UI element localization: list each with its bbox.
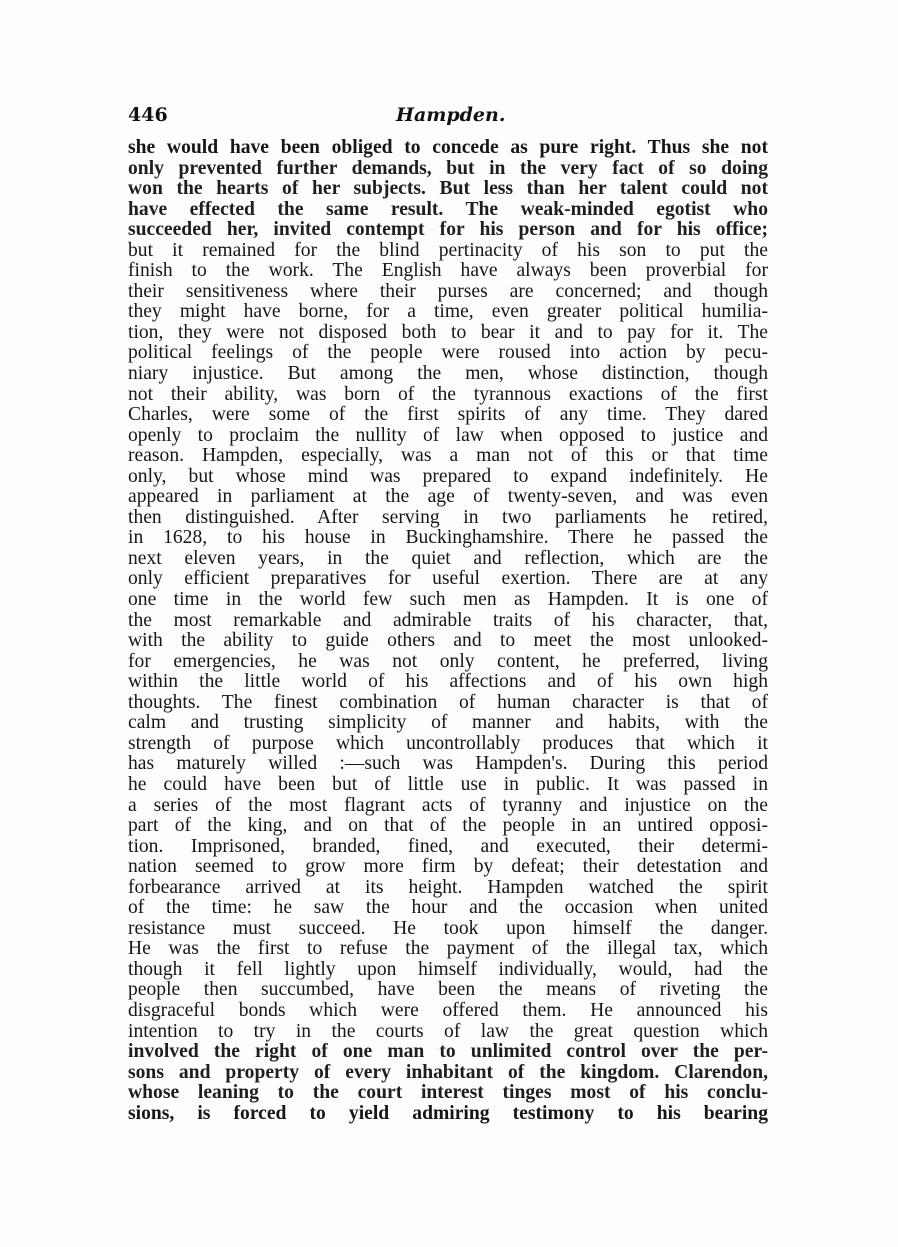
text-line: won the hearts of her subjects. But less than her talent could not (128, 179, 768, 200)
text-line: people then succumbed, have been the means of riveting the (128, 980, 768, 1001)
text-line: intention to try in the courts of law the great question which (128, 1021, 768, 1042)
text-line: he could have been but of little use in public. It was passed in (128, 774, 768, 795)
page-number: 446 (128, 104, 168, 126)
text-line: finish to the work. The English have always been proverbial for (128, 261, 768, 282)
text-line: thoughts. The finest combination of human character is that of (128, 692, 768, 713)
text-line: appeared in parliament at the age of twenty-seven, and was even (128, 487, 768, 508)
text-line: have effected the same result. The weak-minded egotist who (128, 199, 768, 220)
text-line: part of the king, and on that of the people in an untired opposi- (128, 816, 768, 837)
text-line: but it remained for the blind pertinacity of his son to put the (128, 240, 768, 261)
text-line: a series of the most flagrant acts of tyranny and injustice on the (128, 795, 768, 816)
text-line: their sensitiveness where their purses are concerned; and though (128, 281, 768, 302)
text-line: only prevented further demands, but in the very fact of so doing (128, 158, 768, 179)
text-line: not their ability, was born of the tyrannous exactions of the first (128, 384, 768, 405)
running-title: Hampden. (396, 104, 506, 126)
text-line: nation seemed to grow more firm by defeat; their detestation and (128, 857, 768, 878)
text-line: for emergencies, he was not only content, he preferred, living (128, 651, 768, 672)
text-line: whose leaning to the court interest tinges most of his conclu- (128, 1083, 768, 1104)
text-line: in 1628, to his house in Buckinghamshire. There he passed the (128, 528, 768, 549)
text-line: within the little world of his affections and of his own high (128, 672, 768, 693)
text-line: Charles, were some of the first spirits of any time. They dared (128, 405, 768, 426)
text-line: reason. Hampden, especially, was a man not of this or that time (128, 446, 768, 467)
text-line: sions, is forced to yield admiring testimony to his bearing (128, 1103, 768, 1124)
text-line: next eleven years, in the quiet and reflection, which are the (128, 548, 768, 569)
text-line: sons and property of every inhabitant of the kingdom. Clarendon, (128, 1062, 768, 1083)
text-line: tion. Imprisoned, branded, fined, and executed, their determi- (128, 836, 768, 857)
text-line: political feelings of the people were roused into action by pecu- (128, 343, 768, 364)
text-line: has maturely willed :—such was Hampden's. During this period (128, 754, 768, 775)
text-line: only, but whose mind was prepared to expand indefinitely. He (128, 466, 768, 487)
text-line: of the time: he saw the hour and the occasion when united (128, 898, 768, 919)
text-line: disgraceful bonds which were offered them. He announced his (128, 1000, 768, 1021)
text-line: though it fell lightly upon himself individually, would, had the (128, 959, 768, 980)
text-line: succeeded her, invited contempt for his person and for his office; (128, 220, 768, 241)
body-text (128, 138, 768, 1124)
text-line: the most remarkable and admirable traits of his character, that, (128, 610, 768, 631)
text-line: she would have been obliged to concede as pure right. Thus she not (128, 138, 768, 158)
text-line: openly to proclaim the nullity of law when opposed to justice and (128, 425, 768, 446)
text-line: they might have borne, for a time, even greater political humilia- (128, 302, 768, 323)
running-head (128, 100, 768, 130)
text-line: calm and trusting simplicity of manner and habits, with the (128, 713, 768, 734)
text-line: tion, they were not disposed both to bear it and to pay for it. The (128, 322, 768, 343)
text-line: then distinguished. After serving in two parliaments he retired, (128, 507, 768, 528)
text-line: He was the first to refuse the payment of the illegal tax, which (128, 939, 768, 960)
text-line: one time in the world few such men as Hampden. It is one of (128, 590, 768, 611)
text-line: forbearance arrived at its height. Hampden watched the spirit (128, 877, 768, 898)
text-line: involved the right of one man to unlimited control over the per- (128, 1042, 768, 1063)
text-line: strength of purpose which uncontrollably produces that which it (128, 733, 768, 754)
text-line: niary injustice. But among the men, whose distinction, though (128, 364, 768, 385)
text-line: resistance must succeed. He took upon himself the danger. (128, 918, 768, 939)
text-line: with the ability to guide others and to meet the most unlooked- (128, 631, 768, 652)
text-line: only efficient preparatives for useful exertion. There are at any (128, 569, 768, 590)
